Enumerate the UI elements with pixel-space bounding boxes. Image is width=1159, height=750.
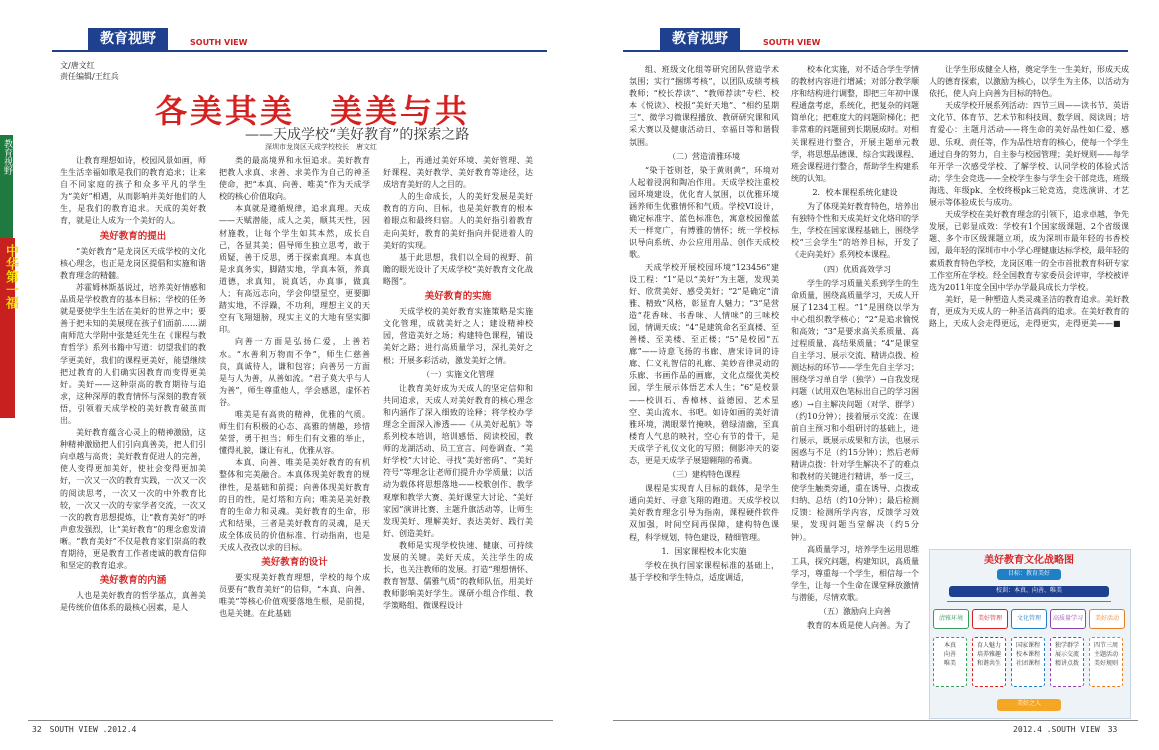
paragraph: 组、班级文化组等研究团队营造学术氛围；实行“捆绑考核”，以团队成绩考核教师；“校长荐读”、“教师荐读”专栏、校本《悦读》、校报“美好天地”、“相约星期三”、微学习微课程播放、教研研究课和风采大赛以及健康活动日、幸福日等和谐假氛围。 — [629, 65, 779, 147]
subsection-heading: 2．校本课程系统化建设 — [812, 187, 898, 197]
section-heading: 美好教育的内涵 — [99, 575, 167, 587]
diagram-subitem: 育人魅力 — [976, 642, 1001, 649]
diagram-subitem: 主题活动 — [1093, 651, 1118, 658]
section-heading: 美好教育的实施 — [424, 291, 492, 303]
article-column-3 — [383, 155, 533, 715]
paragraph: 人的生命成长，人的美好发展是美好教育的方向、目标，也是美好教育的根本着眼点和最终归宿。人的美好指引着教育走向美好，教育的美好指向并促进着人的美好的实现。 — [383, 192, 533, 250]
page-number-left: 32 SOUTH VIEW .2012.4 — [32, 725, 137, 734]
diagram-subitem: 国家课程 — [1015, 642, 1040, 649]
paragraph: 本真、向善、唯美是美好教育的有机整体和完美融合。本真体现美好教育的规律性，是基础和前提；向善体现美好教育的目的性，是灯塔和方向；唯美是美好教育的生命力和灵魂。美好教育的生命，形式和结果，三者是美好教育的灵魂，是天成全体成员的价值标准、行动指南，也是天成人孜孜以求的目标。 — [219, 458, 370, 552]
paragraph: 向善一方面是弘扬仁爱，上善若水。“水善利万物而不争”，师生仁慈善良，真诚待人，谦和包容；向善另一方面是与人为善，从善如流。“君子莫大乎与人为善”，师生尊重他人，学会感恩，虚怀若谷。 — [219, 337, 370, 407]
diagram-title: 美好教育文化战略图 — [984, 555, 1074, 566]
author-school: 深圳市龙岗区天成学校校长 唐文红 — [265, 143, 377, 151]
diagram-branch-box: 清雅环境 — [933, 609, 969, 629]
footer-rule-right — [613, 720, 1138, 721]
diagram-subitem: 独学群学 — [1054, 642, 1079, 649]
article-title: 各美其美 美美与共 — [155, 92, 471, 130]
article-column-2 — [219, 155, 370, 715]
paragraph: “美好教育”是龙岗区天成学校的文化核心理念，也正是龙岗区提倡和实施和谐教育理念的精髓。 — [60, 246, 206, 280]
paragraph: 本真就是遵循规律，追求真理。天成——天赋潜能，成人之美，顺其天性，因材施教，让每个学生如其本然，成长自己，各显其美；倡导师生独立思考，敢于质疑，善于反思，勇于探索真理。本真也是求真务实，脚踏实地，学真本领，养真道德，求真知，说真话，办真事，做真人；有高远志向，学会仰望星空，更要脚踏实地，不浮躁，不功利，理想主义的天空有飞翔翅膀，现实主义的大地有坚实脚印。 — [219, 204, 370, 335]
diagram-subitem: 培养雅趣 — [976, 651, 1001, 658]
paragraph: “染于苍则苍，染于黄则黄”，环境对人起着浸润和陶冶作用。天成学校注重校园环境建设，优化育人氛围，以优雅环境涵养师生优雅情怀和气质。学校VI设计，确定标准字、蓝色标准色，寓意校园像蓝天一样宽广，有博雅的情怀；统一学校标识导向系统、办公应用用品、创作天成校歌。 — [629, 165, 779, 260]
diagram-subitems — [933, 637, 967, 687]
section-heading: 美好教育的提出 — [99, 230, 167, 242]
paragraph: 人也是美好教育的哲学基点，真善美是传统价值体系的最核心因素，是人 — [60, 591, 206, 613]
subsection-heading: （五）激励向上向善 — [819, 607, 891, 617]
paragraph: 上，再通过美好环境、美好管理、美好课程、美好教学、美好教育等途径，达成培育美好的人之目的。 — [383, 156, 533, 190]
header-rule-right — [623, 50, 1128, 52]
paragraph: 让学生形成健全人格，奠定学生一生美好，形成天成人的德育探索，以激励为核心，以学生为主体，以活动为依托，使人向上向善为目标的特色。 — [929, 65, 1129, 99]
paragraph: 学校在执行国家课程标准的基础上，基于学校和学生特点，适度调适， — [629, 560, 779, 582]
paragraph: 学生的学习质量关系到学生的生命质量，围绕高质量学习，天成人开展了1234工程。“1”是围绕以学为中心组织教学核心；“2”是追求愉悦和高效；“3”是要求高关系质量、高过程质量、高结果质量；“4”是课堂自主学习、展示交流、精讲点拨、检测达标的环节——学生先自主学习；围绕学习单自学（独学）→自我发现问题（试用双色笔标出自己的学习困惑）→自主解决问题（对学、群学）（约10分钟）；接着展示交流：在课前自主预习和小组研讨的基础上，进行展示，既展示成果和方法，也展示困惑与不足（约15分钟）；然后老师精讲点拨：针对学生解决不了的难点和教材的关键进行精讲，举一反三，使学生触类旁通，重在诱导、点拨或归纳、总结（约10分钟）；最后检测反馈：检测所学内容，反馈学习效果，发现问题当堂解决（约5分钟）。 — [791, 278, 919, 542]
diagram-subitems — [1089, 637, 1123, 687]
article-subtitle: ——天成学校“美好教育”的探索之路 — [245, 127, 470, 143]
sidebar-red-label: 中华第一福 — [3, 244, 18, 309]
paragraph: 教育的本质是使人向善。为了 — [807, 621, 911, 631]
diagram-branch-box: 美好管理 — [972, 609, 1008, 629]
diagram-top-box: 目标：教育美好 — [997, 569, 1061, 580]
subsection-heading: （二）营造清雅环境 — [668, 151, 740, 161]
section-header-right: 教育视野 — [660, 28, 740, 50]
diagram-subitems — [1050, 637, 1084, 687]
paragraph: 天成学校开展系列活动：四节三周——读书节、英语文化节、体育节、艺术节和科技周、数学周、阅读周；培育爱心：主题月活动——将生命的美好品性如仁爱、感恩、乐观、责任等，作为品性培育的核心，使每一个学生通过自身的努力，自主参与校园管理；美好规则——每学年开学一次感受学校、了解学校、认同学校的体验式活动；学生会竞选——全校学生参与学生会干部竞选，班级海选、年级pk、全校终极pk三轮竞选，竞选演讲、才艺展示等体验成长与成功。 — [929, 101, 1129, 208]
diagram-subitems — [1011, 637, 1045, 687]
paragraph: 天成学校在美好教育理念的引领下，追求卓越，争先发展，已彰显成效：学校有1个国家级课题、2个省级课题、多个市区级课题立项，成为深圳市最年轻的书香校园，最年轻的深圳市中小学心理健康达标学校，最年轻的素质教育特色学校，龙岗区唯一的全市首批教育科研专家工作室所在学校。经全国教育专家委员会评审，学校被评选为2011年度全国中学办学最具成长力学校。 — [929, 210, 1129, 292]
diagram-subitem: 唯美 — [943, 660, 956, 667]
diagram-subitems — [972, 637, 1006, 687]
diagram-subitem: 四节三周 — [1093, 642, 1118, 649]
diagram-subitem: 精讲点拨 — [1054, 660, 1079, 667]
diagram-subitem: 社团课程 — [1015, 660, 1040, 667]
diagram-subitem: 展示交流 — [1054, 651, 1079, 658]
diagram-connector — [947, 601, 1111, 602]
paragraph: 类的最高境界和永恒追求。美好教育把教人求真、求善、求美作为自己的神圣使命，把“本真、向善、唯美”作为天成学校的核心价值取向。 — [219, 156, 370, 202]
editor: 责任编辑/王红兵 — [60, 72, 119, 81]
section-header-en: SOUTH VIEW — [190, 38, 248, 47]
sidebar-tab-green — [0, 135, 13, 240]
byline — [60, 60, 119, 82]
subsection-heading: （四）优质高效学习 — [819, 264, 891, 274]
diagram-subitem: 校本课程 — [1015, 651, 1040, 658]
paragraph: 天成学校的美好教育实施策略是实施文化管理，成就美好之人；建设精神校园，营造美好之场；构建特色课程，铺设美好之路；进行高质量学习，深扎美好之根；开展多彩活动，激发美好之情。 — [383, 307, 533, 365]
section-heading: 美好教育的设计 — [261, 557, 328, 569]
section-header: 教育视野 — [88, 28, 168, 50]
paragraph: 让教育美好成为天成人的坚定信仰和共同追求，天成人对美好教育的核心理念和内涵作了深入细致的诠释；将学校办学理念全面深入渗透——《从美好起航》等系列校本培训，培训感悟、阅读校园，教师的龙湖活动、员工宣言、问卷调查、“美好学校”大讨论、寻找“美好密码”、“美好符号”等理念让老师们提升办学质量；以活动为载体将思想落地——校歌创作、教学观摩和教学大赛、美好课堂大讨论、“美好家园”演讲比赛、主题升旗活动等，让师生发现美好、理解美好、表达美好、践行美好、创造美好。 — [383, 383, 533, 538]
paragraph: 为了体现美好教育特色，培养出有独特个性和天成美好文化烙印的学生，学校在国家课程基础上，围绕学校“三会学生”的培养目标，开发了《走向美好》系列校本课程。 — [791, 202, 919, 260]
paragraph: 要实现美好教育理想，学校的每个成员要有“教育美好”的信仰，“本真、向善、唯美”等核心价值观要落地生根，是前提，也是关键。在此基础 — [219, 573, 370, 619]
paragraph: 教师是实现学校快速、健康、可持续发展的关键。美好天成，关注学生的成长，也关注教师的发展。打造“理想情怀、教育智慧、儒雅气质”的教师队伍，用美好教师影响美好学生。课研小组合作组、教学策略组、微课程设计 — [383, 540, 533, 611]
diagram-subitem: 本真 — [943, 642, 956, 649]
paragraph: 基于此思想，我们以全局的视野、前瞻的眼光设计了天成学校“美好教育文化战略图”。 — [383, 252, 533, 286]
section-header-en-right: SOUTH VIEW — [763, 38, 821, 47]
paragraph: 天成学校开展校园环境“123456”建设工程：“1”是以“美好”为主题，发现美好、欣赏美好、感受美好；“2”是确定“清雅、精致”风格，彰显育人魅力；“3”是营造“花香味、书香味、人情味”的三味校园，情调天成；“4”是建筑命名至真楼、至善楼、至美楼、至正楼；“5”是校园“五廊”——诗意飞扬的书廊、唐宋诗词的诗廊、仁义礼智信的礼廊、美妙音律灵动的乐廊、书画作品的画廊，文化点缀优美校园，学生展示体悟艺术人生；“6”是校景——校训石、香樟林、益德园、艺术星空、美山流水、书吧。如诗如画的美好清雅环境，满眼翠竹掩映，碧绿清幽，至真楼育人气息的映衬，空心有节的骨干，是天成学子礼仪文化的写照；侧影冲天的姿态，更是天成学子展翅翱翔的希冀。 — [629, 262, 779, 465]
article-column-6 — [929, 64, 1129, 544]
left-page — [0, 0, 556, 750]
author: 文/唐文红 — [60, 61, 95, 70]
diagram-values-row: 校训：本真、向善、唯美 — [949, 586, 1109, 597]
culture-strategy-diagram — [929, 549, 1129, 717]
article-column-4 — [629, 64, 779, 717]
paragraph: 苏霍姆林斯基说过，培养美好情感和品质是学校教育的基本目标；学校的任务就是要使学生生活在美好的世界之中；要善于把未知的美展现在孩子们面前……湖南师范大学附中张楚廷先生在《课程与教育哲学》系列书籍中写道：切望我们的教学更美好，我们的课程更美好，能望继续把过教育的人们确实因教育而变得更美好。美好——这种崇高的教育期待与追求，这种深厚的教育情怀与深刻的教育领悟，引领着天成学校的美好教育破茧而出。 — [60, 282, 206, 425]
article-column-1 — [60, 155, 206, 715]
diagram-subitem: 和谐共生 — [976, 660, 1001, 667]
diagram-bottom-box: 美好之人 — [997, 699, 1061, 711]
article-column-5 — [791, 64, 919, 717]
page-number-right: 2012.4 .SOUTH VIEW 33 — [1013, 725, 1118, 734]
diagram-subitem: 向善 — [943, 651, 956, 658]
header-rule — [52, 50, 547, 52]
subsection-heading: （三）建构特色课程 — [668, 470, 740, 480]
right-page — [603, 0, 1159, 750]
paragraph: 高质量学习，培养学生运用思维工具，探究问题，构建知识，高质量学习，尊重每一个学生，相信每一个学生，让每一个生命在课堂释放激情与潜能，尽情欢歌。 — [791, 544, 919, 603]
paragraph: 让教育理想如诗，校园风景如画，师生生活幸福如歌是我们的教育追求；让来自不同家庭的孩子和众多平凡的学生为“美好”相遇，从而影响并美好他们的人生，是我们的教育追求。天成的美好教育，就是让人成为一个美好的人。 — [60, 156, 206, 226]
footer-rule — [28, 720, 553, 721]
diagram-subitem: 美好规则 — [1093, 660, 1118, 667]
paragraph: 美好，是一种塑造人类灵魂圣洁的教育追求。美好教育，更成为天成人的一种圣洁高尚的追求。在美好教育的路上，天成人会走得更远，走得更实，走得更美——■ — [929, 294, 1129, 328]
diagram-branch-box: 文化管理 — [1011, 609, 1047, 629]
subsection-heading: 1．国家课程校本化实施 — [661, 546, 747, 556]
sidebar-label: 教育视野 — [2, 139, 12, 175]
diagram-branch-box: 美好活动 — [1089, 609, 1125, 629]
paragraph: 课程是实现育人目标的载体，是学生通向美好、寻意飞翔的跑道。天成学校以美好教育理念引导为指南，课程硬件软件双加强，时间空间再保障，建构特色课程，科学规划，特色建设，精细管理。 — [629, 484, 779, 542]
diagram-branch-box: 高质量学习 — [1050, 609, 1086, 629]
paragraph: 美好教育蕴含心灵上的精神激励，这种精神激励把人们引向真善美，把人们引向卓越与高贵；美好教育促进人的完善，使人变得更加美好，使社会变得更加美好，一次又一次的教育实践，一次又一次的阅读思考，一次又一次的中外教育比较，一次又一次的专家学者交流，一次又一次的教育思想提炼，让“教育美好”的呼声愈发强烈，让“美好教育”的理念愈发清晰。“教育美好”不仅是教育家们崇高的教育期待，更是教育工作者虔诚的教育信仰和坚定的教育追求。 — [60, 428, 206, 571]
paragraph: 校本化实施，对不适合学生学情的教材内容进行增减；对部分教学顺序和结构进行调整，即把三年初中课程通盘考虑，系统化，把复杂的问题简单化；把难度大的问题阶梯化；把非常难的问题留到长期展成时。对相关课程进行整合，开展主题单元教学，将思想品德课、综合实践课程、班会课程进行整合，帮助学生构建系统的认知。 — [791, 65, 919, 183]
subsection-heading: （一）实施文化管理 — [422, 369, 494, 379]
page-gutter — [556, 0, 603, 750]
sidebar-tab-red — [0, 238, 18, 418]
paragraph: 唯美是有高贵的精神，优雅的气质。师生们有积极的心态、高雅的情趣，珍惜荣誉，勇于担当；师生们有文雅的举止，懂得礼貌，谦让有礼，优雅从容。 — [219, 409, 370, 456]
